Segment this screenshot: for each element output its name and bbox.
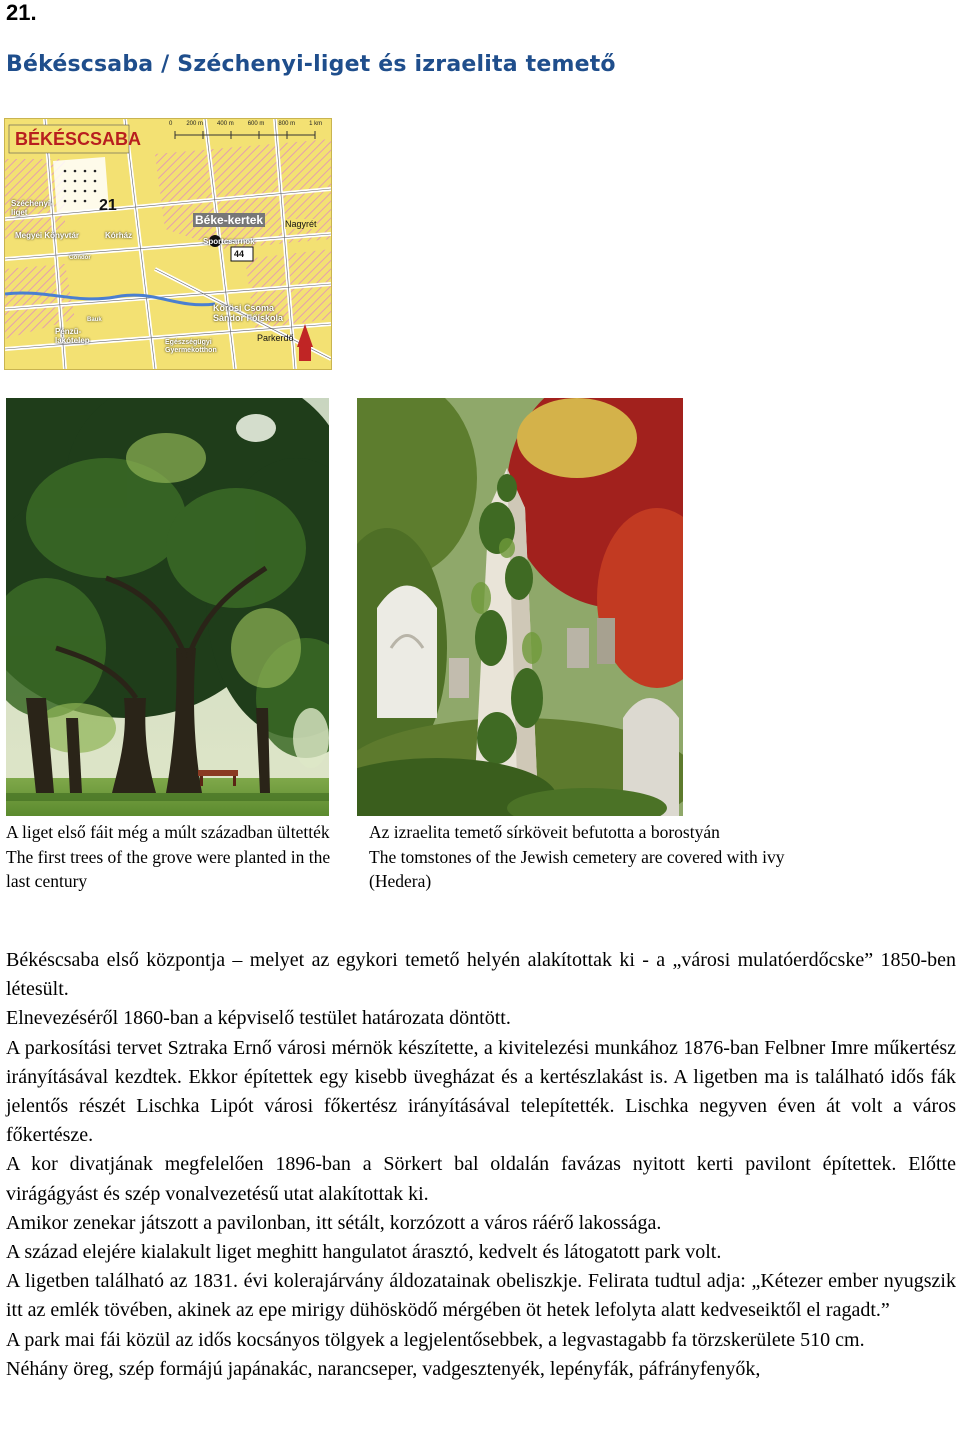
map-label-nagyret: Nagyrét (285, 219, 317, 229)
map-label-korhaz: Kórház (105, 231, 133, 240)
scale-label: 600 m (247, 121, 265, 127)
page-number: 21. (6, 0, 37, 25)
caption-right-hungarian: Az izraelita temető sírköveit befutotta a borostyán (369, 822, 720, 842)
body-paragraph: Elnevezéséről 1860-ban a képviselő testület határozata döntött. (6, 1007, 511, 1030)
map-label-gondor: Gondor (69, 255, 91, 261)
caption-left-english: The first trees of the grove were planted in the last century (6, 846, 331, 891)
map-city-label: BÉKÉSCSABA (15, 129, 142, 149)
map-road-number: 44 (234, 249, 245, 259)
map-label-foiskola: Kőrösi Csoma Sándor Főiskola (213, 303, 284, 323)
body-paragraph: A park mai fái közül az idős kocsányos tölgyek a legjelentősebbek, a legvastagabb fa törzskerülete 510 cm. (6, 1328, 865, 1351)
location-map (4, 118, 332, 370)
cemetery-photo (357, 398, 683, 816)
body-paragraph: Amikor zenekar játszott a pavilonban, itt sétált, korzózott a város ráérő lakossága. (6, 1211, 662, 1234)
map-label-beke: Béke-kertek (195, 213, 264, 227)
caption-right (369, 820, 819, 894)
scale-label: 400 m (217, 121, 234, 127)
body-paragraph: A ligetben található az 1831. évi kolerajárvány áldozatainak obeliszkje. Felirata tudtul adja: „Kétezer ember nyugszik itt az emlék tövében, akinek az epe mirigy dühösködő mérgében öt hetek lefolyta alatt kedveseiktől el ragadt.” (6, 1270, 956, 1322)
map-site-number: 21 (99, 197, 117, 214)
scale-label: 200 m (186, 121, 204, 127)
scale-label: 0 (169, 121, 173, 127)
map-label-penzuj: Pénzü- lakótelep (55, 327, 90, 345)
body-paragraph: A század elejére kialakult liget meghitt hangulatot árasztó, kedvelt és látogatott park volt. (6, 1241, 722, 1264)
map-label-bauk: Bauk (87, 317, 102, 323)
map-label-sportcsarnok: Sportcsarnok (203, 237, 255, 246)
caption-right-english: The tomstones of the Jewish cemetery are covered with ivy (Hedera) (369, 846, 785, 891)
scale-label: 800 m (278, 121, 296, 127)
map-label-parkerdo: Parkerdő (257, 333, 294, 343)
body-paragraph: A kor divatjának megfelelően 1896-ban a Sörkert bal oldalán favázas nyitott kerti pavilont építettek. Előtte virágágyást és szép vonalvezetésű utat alakítottak ki. (6, 1153, 956, 1205)
map-scale-labels (169, 121, 322, 127)
page-title: Békéscsaba / Széchenyi-liget és izraelita temető (6, 52, 616, 77)
body-paragraph: Néhány öreg, szép formájú japánakác, narancseper, vadgesztenyék, lepényfák, páfrányfenyők, (6, 1357, 761, 1380)
caption-left (6, 820, 349, 894)
map-label-egeszseg: Egészségügyi Gyermekotthon (165, 339, 217, 354)
map-drawing (5, 119, 331, 369)
scale-label: 1 km (309, 121, 323, 127)
map-label-liget: Széchenyi-liget (11, 199, 53, 217)
body-text (6, 946, 956, 1384)
body-paragraph: A parkosítási tervet Sztraka Ernő városi mérnök készítette, a kivitelezési munkához 1876-ban Felbner Imre műkertész irányításával kezdtek. Ekkor építettek egy kisebb üvegházat és a kertészlakást is. A ligetben ma is található idős fák jelentős részét Lischka Lipót városi főkertész irányításával telepítették. Lischka negyven éven át volt a város főkertésze. (6, 1036, 956, 1147)
map-label-konyvtar: Megyei Könyvtár (15, 231, 80, 240)
cemetery-photo-drawing (357, 398, 683, 816)
park-photo-drawing (6, 398, 329, 816)
body-paragraph: Békéscsaba első központja – melyet az egykori temető helyén alakítottak ki - a „városi mulatóerdőcske” 1850-ben létesült. (6, 949, 956, 1001)
caption-left-hungarian: A liget első fáit még a múlt században ültették (6, 822, 330, 842)
park-photo (6, 398, 329, 816)
